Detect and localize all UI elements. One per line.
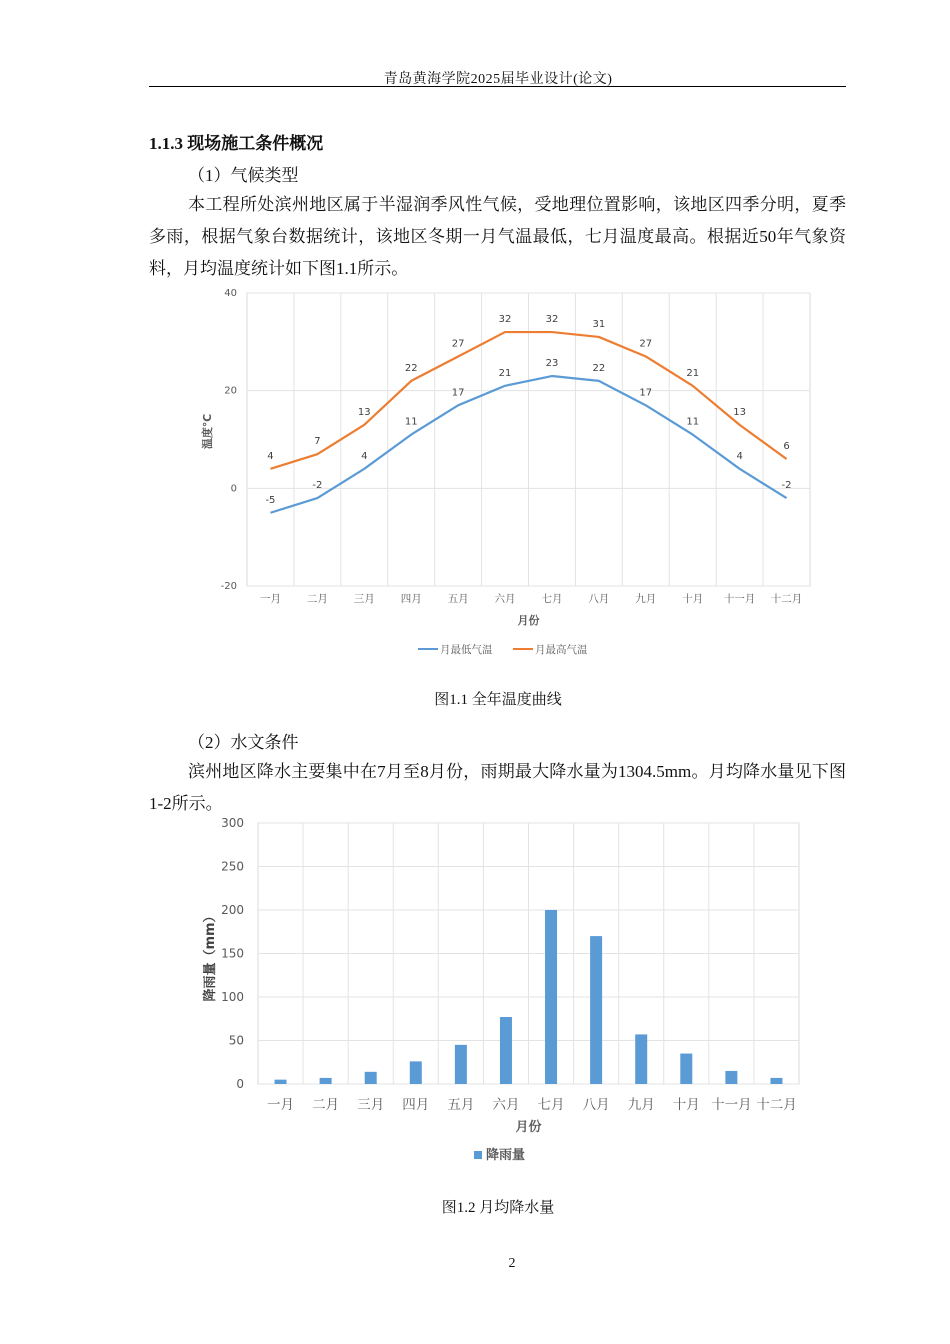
x-tick-label: 五月	[447, 1097, 475, 1113]
rainfall-bar	[590, 936, 602, 1084]
data-label: 27	[451, 338, 465, 350]
y-tick-label: 0	[230, 483, 237, 495]
header-rule	[149, 86, 846, 87]
x-tick-label: 八月	[588, 593, 610, 605]
data-label: 4	[736, 450, 743, 462]
data-label: 31	[592, 318, 606, 330]
y-tick-label: 0	[236, 1077, 244, 1091]
data-label: 32	[545, 314, 559, 326]
data-label: -5	[265, 494, 276, 506]
x-tick-label: 四月	[400, 593, 422, 605]
data-label: 27	[639, 338, 653, 350]
x-tick-label: 六月	[492, 1097, 520, 1113]
x-tick-label: 九月	[627, 1097, 655, 1113]
hydro-paragraph: 滨州地区降水主要集中在7月至8月份，雨期最大降水量为1304.5mm。月均降水量见下图1-2所示。	[149, 762, 846, 813]
rainfall-bar	[410, 1061, 422, 1084]
data-label: 7	[314, 436, 321, 448]
x-tick-label: 四月	[402, 1097, 430, 1113]
x-tick-label: 十月	[672, 1097, 700, 1113]
data-label: 4	[361, 450, 368, 462]
legend-label: 月最低气温	[440, 644, 493, 656]
climate-paragraph: 本工程所处滨州地区属于半湿润季风性气候，受地理位置影响，该地区四季分明，夏季多雨，根据气象台数据统计，该地区冬期一月气温最低，七月温度最高。根据近50年气象资料，月均温度统计如下图1.1所示。	[149, 195, 846, 278]
data-label: 13	[733, 406, 746, 418]
data-label: 21	[498, 367, 512, 379]
x-tick-label: 三月	[353, 593, 375, 605]
rainfall-bar	[680, 1054, 692, 1084]
y-tick-label: 200	[221, 903, 244, 917]
x-tick-label: 十二月	[756, 1097, 797, 1113]
x-tick-label: 五月	[447, 593, 469, 605]
data-label: 6	[783, 441, 790, 453]
figure-1-caption: 图1.1 全年温度曲线	[434, 692, 562, 708]
rainfall-chart	[0, 812, 950, 1172]
data-label: 17	[639, 387, 653, 399]
hydro-heading: （2）水文条件	[188, 733, 299, 752]
x-axis-label: 月份	[517, 614, 540, 627]
y-tick-label: 100	[221, 990, 244, 1004]
y-axis-label: 温度℃	[201, 413, 214, 450]
data-label: 4	[267, 450, 274, 462]
data-label: 32	[498, 314, 512, 326]
x-axis-label: 月份	[515, 1120, 542, 1135]
rainfall-bar	[770, 1078, 782, 1084]
rainfall-bar	[635, 1034, 647, 1084]
y-tick-label: 20	[224, 385, 237, 397]
page-number: 2	[508, 1256, 516, 1271]
x-tick-label: 三月	[357, 1097, 385, 1113]
y-tick-label: 50	[228, 1033, 244, 1048]
x-tick-label: 二月	[312, 1097, 340, 1113]
data-label: 11	[686, 416, 700, 428]
data-label: 13	[357, 406, 371, 418]
y-tick-label: -20	[220, 581, 237, 592]
data-label: 23	[545, 358, 559, 370]
y-axis-label: 降雨量（mm）	[203, 909, 218, 1002]
temperature-chart	[0, 283, 950, 668]
data-label: 17	[451, 387, 465, 399]
x-tick-label: 八月	[582, 1097, 610, 1113]
rainfall-bar	[275, 1080, 287, 1084]
data-label: 22	[592, 362, 606, 374]
y-tick-label: 250	[221, 859, 244, 874]
climate-heading: （1）气候类型	[188, 166, 299, 185]
running-header: 青岛黄海学院2025届毕业设计(论文)	[383, 72, 613, 87]
y-tick-label: 300	[221, 816, 244, 830]
legend-label: 月最高气温	[535, 644, 588, 656]
rainfall-bar	[725, 1071, 737, 1084]
x-tick-label: 一月	[267, 1097, 295, 1113]
y-tick-label: 150	[221, 946, 244, 961]
x-tick-label: 七月	[537, 1097, 565, 1113]
x-tick-label: 十一月	[723, 593, 756, 605]
data-label: 21	[686, 367, 700, 379]
data-label: 11	[404, 416, 418, 428]
x-tick-label: 十月	[682, 593, 704, 605]
x-tick-label: 六月	[494, 593, 516, 605]
legend-label: 降雨量	[486, 1148, 526, 1163]
x-tick-label: 七月	[541, 593, 563, 605]
legend-swatch	[474, 1151, 482, 1159]
rainfall-bar	[365, 1072, 377, 1084]
x-tick-label: 十一月	[711, 1097, 752, 1113]
x-tick-label: 九月	[635, 593, 657, 605]
figure-2-caption: 图1.2 月均降水量	[441, 1200, 555, 1216]
data-label: 22	[404, 362, 418, 374]
x-tick-label: 一月	[259, 593, 281, 605]
x-tick-label: 十二月	[770, 593, 803, 605]
rainfall-bar	[455, 1045, 467, 1084]
rainfall-bar	[500, 1017, 512, 1084]
x-tick-label: 二月	[306, 593, 328, 605]
section-heading: 1.1.3 现场施工条件概况	[149, 134, 324, 153]
data-label: -2	[312, 480, 323, 492]
rainfall-bar	[320, 1078, 332, 1084]
rainfall-bar	[545, 910, 557, 1084]
data-label: -2	[781, 480, 792, 492]
y-tick-label: 40	[224, 288, 237, 299]
